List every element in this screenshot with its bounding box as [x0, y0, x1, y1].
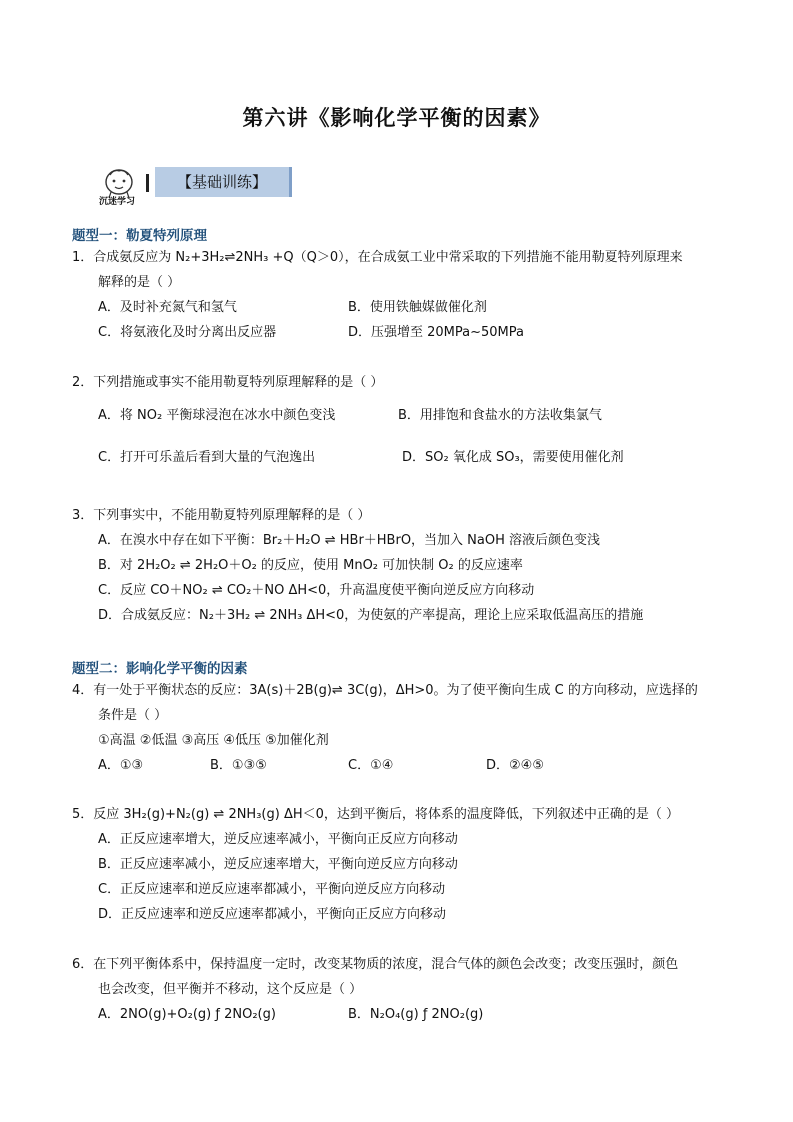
page-title: 第六讲《影响化学平衡的因素》	[242, 105, 551, 130]
q1-stem-line1: 1．合成氨反应为 N₂+3H₂⇌2NH₃ +Q（Q＞0），在合成氨工业中常采取的下列措施不能用勒夏特列原理来	[72, 250, 683, 265]
q4-option-a: A．①③	[98, 758, 144, 773]
q4-stem-line1: 4．有一处于平衡状态的反应：3A(s)＋2B(g)⇌ 3C(g)，ΔH>0。为了使平衡向生成 C 的方向移动，应选择的	[72, 683, 698, 698]
q4-option-c: C．①④	[348, 758, 394, 773]
section-heading-1: 题型一：勒夏特列原理	[72, 228, 207, 244]
q5-option-c: C．正反应速率和逆反应速率都减小，平衡向逆反应方向移动	[98, 882, 446, 897]
q5-option-d: D．正反应速率和逆反应速率都减小，平衡向正反应方向移动	[98, 907, 447, 922]
q2-option-c: C．打开可乐盖后看到大量的气泡逸出	[98, 450, 316, 465]
mascot-label: 沉迷学习	[99, 197, 136, 207]
q6-stem-line1: 6．在下列平衡体系中，保持温度一定时，改变某物质的浓度，混合气体的颜色会改变；改变压强时，颜色	[72, 957, 679, 972]
q3-option-c: C．反应 CO＋NO₂ ⇌ CO₂＋NO ΔH<0，升高温度使平衡向逆反应方向移动	[98, 583, 535, 598]
q4-option-b: B．①③⑤	[210, 758, 267, 773]
q6-option-a: A．2NO(g)+O₂(g) ƒ 2NO₂(g)	[98, 1007, 276, 1022]
section-heading-2: 题型二：影响化学平衡的因素	[72, 661, 248, 677]
q6-stem-line2: 也会改变，但平衡并不移动，这个反应是（ ）	[98, 982, 363, 997]
q3-option-a: A．在溴水中存在如下平衡：Br₂＋H₂O ⇌ HBr＋HBrO，当加入 NaOH 溶液后颜色变浅	[98, 533, 601, 548]
q1-option-c: C．将氨液化及时分离出反应器	[98, 325, 277, 340]
q5-option-a: A．正反应速率增大，逆反应速率减小，平衡向正反应方向移动	[98, 832, 458, 847]
q2-option-a: A．将 NO₂ 平衡球浸泡在冰水中颜色变浅	[98, 408, 336, 423]
q3-option-d: D．合成氨反应：N₂＋3H₂ ⇌ 2NH₃ ΔH<0，为使氨的产率提高，理论上应采取低温高压的措施	[98, 608, 644, 623]
banner-divider	[146, 174, 149, 192]
q4-option-d: D．②④⑤	[486, 758, 544, 773]
q6-option-b: B．N₂O₄(g) ƒ 2NO₂(g)	[348, 1007, 484, 1022]
q4-stem-line2: 条件是（ ）	[98, 708, 168, 723]
q4-conditions: ①高温 ②低温 ③高压 ④低压 ⑤加催化剂	[98, 733, 329, 748]
q5-stem: 5．反应 3H₂(g)+N₂(g) ⇌ 2NH₃(g) ΔH＜0，达到平衡后，将体系的温度降低，下列叙述中正确的是（ ）	[72, 807, 680, 822]
q1-stem-line2: 解释的是（ ）	[98, 275, 181, 290]
q2-option-d: D．SO₂ 氧化成 SO₃，需要使用催化剂	[402, 450, 624, 465]
q3-stem: 3．下列事实中，不能用勒夏特列原理解释的是（ ）	[72, 508, 371, 523]
q3-option-b: B．对 2H₂O₂ ⇌ 2H₂O＋O₂ 的反应，使用 MnO₂ 可加快制 O₂ 的反应速率	[98, 558, 523, 573]
q2-stem: 2．下列措施或事实不能用勒夏特列原理解释的是（ ）	[72, 375, 384, 390]
q1-option-b: B．使用铁触媒做催化剂	[348, 300, 487, 315]
q1-option-a: A．及时补充氮气和氢气	[98, 300, 237, 315]
q5-option-b: B．正反应速率减小，逆反应速率增大，平衡向逆反应方向移动	[98, 857, 458, 872]
section-banner	[99, 162, 302, 207]
q2-option-b: B．用排饱和食盐水的方法收集氯气	[398, 408, 602, 423]
q1-option-d: D．压强增至 20MPa~50MPa	[348, 325, 524, 340]
banner-tag: 【基础训练】	[155, 167, 292, 197]
